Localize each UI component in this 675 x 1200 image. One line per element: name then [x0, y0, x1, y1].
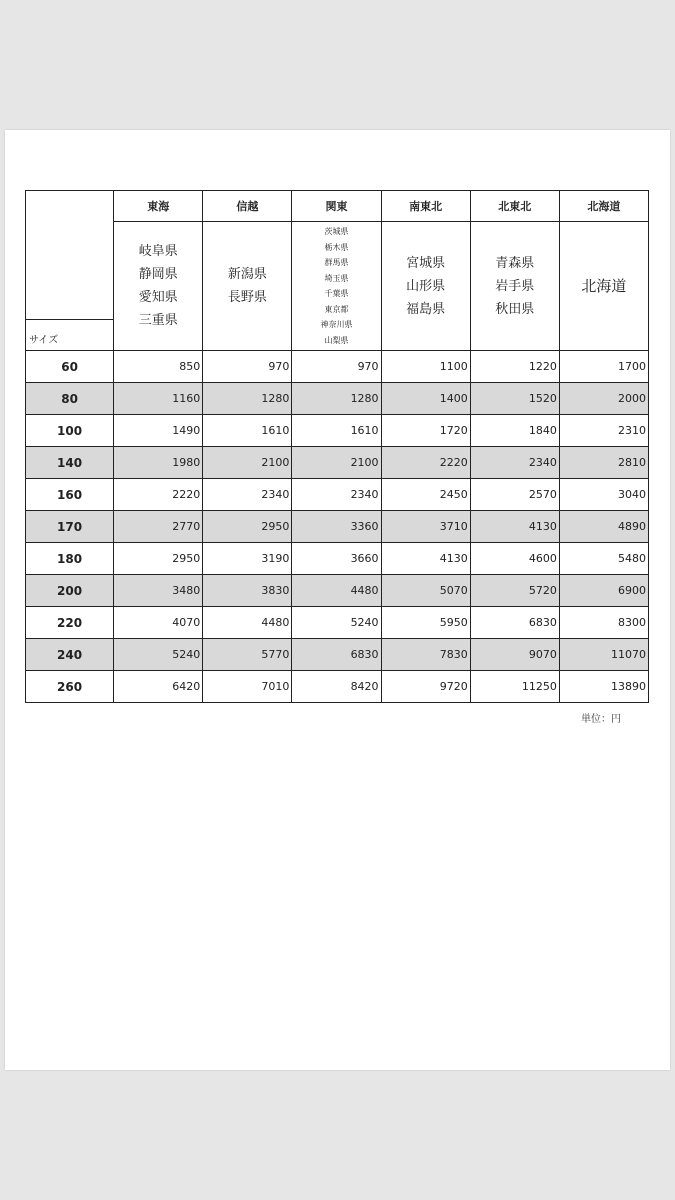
region-header: 関東 — [292, 191, 381, 222]
price-cell: 4890 — [559, 511, 648, 543]
price-cell: 11070 — [559, 639, 648, 671]
region-header: 南東北 — [381, 191, 470, 222]
price-cell: 3660 — [292, 543, 381, 575]
prefecture-name: 山梨県 — [324, 335, 349, 345]
prefecture-name: 千葉県 — [324, 289, 349, 298]
price-cell: 8300 — [559, 607, 648, 639]
price-cell: 5950 — [381, 607, 470, 639]
size-cell: 140 — [26, 447, 114, 479]
size-cell: 100 — [26, 415, 114, 447]
prefecture-name: 福島県 — [406, 301, 446, 317]
size-cell: 220 — [26, 607, 114, 639]
region-prefectures — [292, 222, 381, 351]
price-cell: 1840 — [470, 415, 559, 447]
size-cell: 170 — [26, 511, 114, 543]
price-cell: 4130 — [470, 511, 559, 543]
table-row — [26, 479, 649, 511]
price-cell: 1400 — [381, 383, 470, 415]
price-cell: 7010 — [203, 671, 292, 703]
price-cell: 4480 — [292, 575, 381, 607]
region-header: 北海道 — [559, 191, 648, 222]
prefecture-name: 山形県 — [406, 278, 446, 294]
price-cell: 2340 — [203, 479, 292, 511]
price-cell: 2220 — [114, 479, 203, 511]
price-cell: 5240 — [292, 607, 381, 639]
price-cell: 1280 — [203, 383, 292, 415]
price-cell: 2950 — [203, 511, 292, 543]
region-header: 北東北 — [470, 191, 559, 222]
document-page — [5, 130, 670, 1070]
price-cell: 9070 — [470, 639, 559, 671]
price-cell: 970 — [292, 351, 381, 383]
table-row — [26, 511, 649, 543]
prefecture-name: 秋田県 — [495, 301, 535, 317]
price-cell: 2100 — [203, 447, 292, 479]
price-cell: 11250 — [470, 671, 559, 703]
region-prefectures — [559, 222, 648, 351]
price-cell: 9720 — [381, 671, 470, 703]
region-prefectures — [381, 222, 470, 351]
size-header-cell — [26, 191, 114, 351]
table-row — [26, 415, 649, 447]
prefecture-name: 神奈川県 — [320, 320, 353, 329]
price-cell: 5480 — [559, 543, 648, 575]
size-cell: 180 — [26, 543, 114, 575]
price-cell: 6830 — [292, 639, 381, 671]
price-cell: 3360 — [292, 511, 381, 543]
price-cell: 3710 — [381, 511, 470, 543]
table-row — [26, 575, 649, 607]
price-cell: 6900 — [559, 575, 648, 607]
prefecture-name: 栃木県 — [324, 242, 349, 252]
price-cell: 8420 — [292, 671, 381, 703]
price-cell: 2770 — [114, 511, 203, 543]
price-cell: 2310 — [559, 415, 648, 447]
price-cell: 2950 — [114, 543, 203, 575]
table-row — [26, 543, 649, 575]
price-cell: 1610 — [292, 415, 381, 447]
unit-note: 単位：円 — [581, 714, 621, 725]
price-cell: 5770 — [203, 639, 292, 671]
size-cell: 160 — [26, 479, 114, 511]
table-row — [26, 607, 649, 639]
region-prefectures — [114, 222, 203, 351]
price-cell: 4480 — [203, 607, 292, 639]
price-cell: 1280 — [292, 383, 381, 415]
price-cell: 970 — [203, 351, 292, 383]
price-cell: 4600 — [470, 543, 559, 575]
size-cell: 60 — [26, 351, 114, 383]
price-cell: 2340 — [292, 479, 381, 511]
prefecture-name: 北海道 — [581, 276, 627, 295]
price-cell: 1160 — [114, 383, 203, 415]
size-cell: 240 — [26, 639, 114, 671]
price-cell: 2000 — [559, 383, 648, 415]
price-cell: 1490 — [114, 415, 203, 447]
size-cell: 80 — [26, 383, 114, 415]
price-cell: 3480 — [114, 575, 203, 607]
price-cell: 1100 — [381, 351, 470, 383]
price-cell: 1220 — [470, 351, 559, 383]
price-cell: 1720 — [381, 415, 470, 447]
prefecture-name: 青森県 — [495, 255, 535, 271]
table-row — [26, 639, 649, 671]
price-cell: 2450 — [381, 479, 470, 511]
price-cell: 2220 — [381, 447, 470, 479]
table-row — [26, 671, 649, 703]
price-cell: 3040 — [559, 479, 648, 511]
price-cell: 4130 — [381, 543, 470, 575]
price-cell: 1980 — [114, 447, 203, 479]
price-cell: 2810 — [559, 447, 648, 479]
prefecture-name: 群馬県 — [324, 258, 349, 267]
price-cell: 4070 — [114, 607, 203, 639]
prefecture-name: 岩手県 — [495, 278, 535, 294]
size-cell: 200 — [26, 575, 114, 607]
price-cell: 6420 — [114, 671, 203, 703]
size-header-label: サイズ — [29, 335, 59, 346]
price-cell: 2570 — [470, 479, 559, 511]
region-prefectures — [470, 222, 559, 351]
price-cell: 7830 — [381, 639, 470, 671]
prefecture-name: 三重県 — [138, 313, 178, 328]
prefecture-name: 岐阜県 — [138, 244, 178, 259]
price-cell: 1610 — [203, 415, 292, 447]
prefecture-name: 愛知県 — [138, 290, 178, 305]
shipping-rate-table — [25, 190, 649, 703]
price-cell: 1700 — [559, 351, 648, 383]
price-cell: 850 — [114, 351, 203, 383]
price-cell: 3830 — [203, 575, 292, 607]
price-cell: 6830 — [470, 607, 559, 639]
price-cell: 1520 — [470, 383, 559, 415]
price-cell: 13890 — [559, 671, 648, 703]
region-header: 東海 — [114, 191, 203, 222]
price-cell: 2340 — [470, 447, 559, 479]
price-cell: 5720 — [470, 575, 559, 607]
price-cell: 5240 — [114, 639, 203, 671]
prefecture-name: 埼玉県 — [324, 273, 349, 283]
region-prefectures — [203, 222, 292, 351]
table-row — [26, 351, 649, 383]
prefecture-name: 長野県 — [227, 290, 267, 305]
prefecture-name: 新潟県 — [227, 267, 267, 282]
table-row — [26, 447, 649, 479]
prefecture-name: 宮城県 — [406, 255, 446, 271]
table-row — [26, 383, 649, 415]
size-cell: 260 — [26, 671, 114, 703]
price-cell: 3190 — [203, 543, 292, 575]
region-header: 信越 — [203, 191, 292, 222]
price-cell: 2100 — [292, 447, 381, 479]
prefecture-name: 茨城県 — [324, 227, 349, 236]
prefecture-name: 静岡県 — [138, 267, 178, 282]
price-cell: 5070 — [381, 575, 470, 607]
prefecture-name: 東京都 — [324, 304, 349, 314]
